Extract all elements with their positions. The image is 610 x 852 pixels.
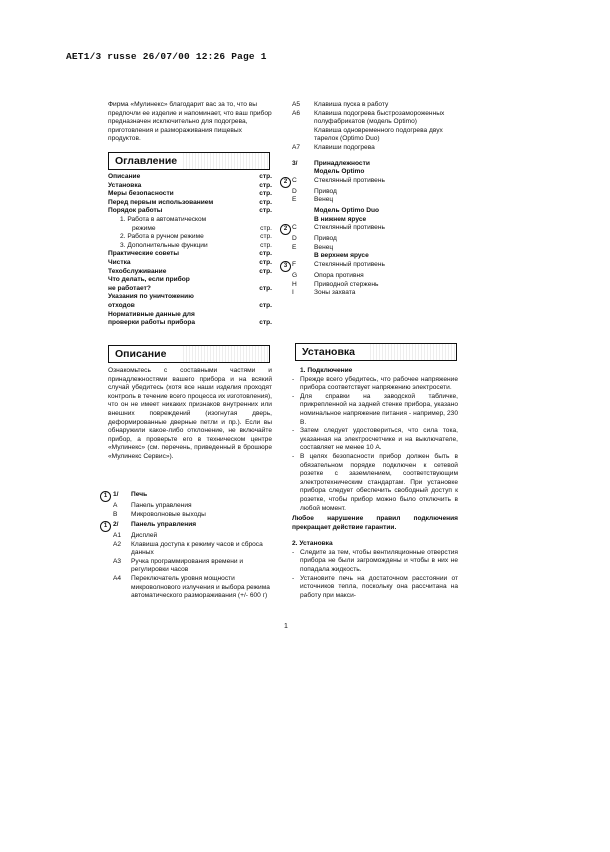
model-optimo-duo-label: Модель Optimo Duo — [314, 206, 380, 214]
toc-page: стр. — [259, 258, 272, 266]
parts-control-panel — [100, 521, 275, 601]
figure-marker-slot — [280, 235, 292, 244]
item-label: Венец — [314, 196, 334, 204]
toc-label: 1. Работа в автоматическом — [120, 215, 207, 223]
list-item — [280, 261, 462, 272]
item-label: Панель управления — [131, 502, 192, 509]
list-item — [280, 196, 462, 205]
toc-label: Перед первым использованием — [108, 198, 214, 206]
install-section — [292, 367, 458, 600]
item-key: A1 — [113, 532, 122, 539]
toc-page: стр. — [259, 207, 272, 215]
item-key: B — [113, 510, 118, 518]
toc-row — [108, 311, 272, 320]
list-item — [280, 224, 462, 235]
install-bullets-2 — [292, 549, 458, 601]
description-heading-box — [108, 345, 270, 363]
part-items — [100, 532, 275, 601]
toc-row — [108, 293, 272, 302]
item-key: D — [292, 187, 297, 195]
list-item — [280, 177, 462, 188]
toc-row — [108, 233, 272, 242]
install-heading-box — [295, 343, 457, 361]
toc-page: стр. — [259, 181, 272, 189]
toc-label: Чистка — [108, 258, 131, 266]
accessories-optimo-list — [283, 176, 462, 205]
bullet-dash: - — [292, 427, 295, 435]
item-key: E — [292, 243, 297, 251]
toc-title: Оглавление — [115, 155, 178, 167]
item-key: A3 — [113, 557, 122, 565]
figure-marker-slot — [280, 281, 292, 290]
item-label: Переключатель уровня мощности микроволнового излучения и выбора режима автоматического размораживания (+/- 600 г) — [131, 574, 270, 600]
item-key: F — [292, 260, 297, 268]
item-label: Стеклянный противень — [314, 176, 385, 184]
list-item — [100, 541, 275, 558]
bullet-dash: - — [292, 375, 295, 383]
list-item — [280, 244, 462, 253]
toc-label: 3. Дополнительные функции — [120, 241, 208, 249]
toc-row — [108, 319, 272, 328]
item-label: Стеклянный противень — [314, 260, 385, 268]
install-subheading-2: 2. Установка — [292, 540, 333, 548]
item-label: Зоны захвата — [314, 289, 356, 297]
figure-marker: 2 — [280, 224, 291, 235]
list-item — [292, 101, 462, 110]
description-title: Описание — [115, 348, 167, 360]
item-label: Стеклянный противень — [314, 224, 385, 232]
bullet-item — [292, 549, 458, 575]
figure-marker: 1 — [100, 521, 111, 532]
toc-label: Что делать, если прибор — [108, 276, 190, 284]
item-label: Клавиша доступа к режиму часов и сброса данных — [131, 540, 263, 557]
toc-row — [108, 225, 272, 234]
item-key: C — [292, 176, 297, 184]
part-items — [100, 502, 275, 519]
bullet-text: Следите за тем, чтобы вентиляционные отверстия прибора не были загромождены и чтобы в них не попадала жидкость. — [300, 548, 458, 574]
figure-marker: 2 — [280, 177, 291, 188]
bullet-text: Затем следует удостовериться, что сила тока, указанная на электросчетчике и на выключателе, составляет не менее 10 А. — [300, 427, 458, 452]
toc-label: режиме — [132, 224, 156, 232]
item-label: Ручка программирования времени и регулировки часов — [131, 557, 244, 574]
item-label: Клавиши подогрева — [314, 143, 375, 151]
toc-label: проверки работы прибора — [108, 319, 196, 327]
toc-row — [108, 285, 272, 294]
toc-label: Порядок работы — [108, 207, 163, 215]
item-key: A2 — [113, 540, 122, 548]
item-label: Клавиша пуска в работу — [314, 101, 389, 108]
bullet-text: В целях безопасности прибор должен быть в обязательном порядке подключен к сетевой розетке с заземлением, соответствующим электротехническим стандартам. При установке прибора следует обеспечить свободный доступ к розетке, чтобы прибор можно было отключить в любой момент. — [300, 452, 458, 512]
figure-marker: 3 — [280, 261, 291, 272]
figure-marker-slot — [280, 196, 292, 205]
heading-shade — [181, 346, 269, 362]
bullet-item — [292, 453, 458, 513]
item-label: Клавиша одновременного подогрева двух тарелок (Optimo Duo) — [314, 126, 443, 143]
toc-row — [108, 173, 272, 182]
toc-row — [108, 190, 272, 199]
install-title: Установка — [302, 346, 355, 358]
upper-tier-label: В верхнем ярусе — [314, 252, 369, 260]
list-item — [100, 575, 275, 601]
item-key: G — [292, 271, 298, 279]
figure-marker-slot — [280, 261, 292, 272]
figure-marker-slot — [280, 244, 292, 253]
bullet-dash: - — [292, 452, 295, 460]
bullet-text: Прежде всего убедитесь, что рабочее напряжение прибора соответствует напряжению электросети. — [300, 375, 458, 392]
parts-oven — [100, 491, 275, 519]
toc-page: стр. — [259, 284, 272, 292]
part-title: Печь — [131, 491, 148, 498]
toc-page: стр. — [259, 198, 272, 206]
item-label: Привод — [314, 187, 337, 195]
figure-marker-slot — [280, 188, 292, 197]
list-item — [100, 511, 275, 520]
accessories-lower-list — [283, 224, 462, 252]
list-item — [100, 532, 275, 541]
list-item — [280, 281, 462, 290]
item-key: D — [292, 235, 297, 243]
list-item — [280, 188, 462, 197]
toc-label: Описание — [108, 173, 141, 180]
bullet-dash: - — [292, 574, 295, 582]
item-key: A — [113, 502, 118, 509]
list-item — [280, 289, 462, 298]
page-header: AET1/3 russe 26/07/00 12:26 Page 1 — [66, 51, 267, 62]
item-label: Приводной стержень — [314, 280, 379, 288]
install-bullets-1 — [292, 376, 458, 514]
accessories-upper-list — [283, 260, 462, 298]
toc-row — [108, 250, 272, 259]
table-of-contents — [108, 173, 272, 328]
toc-label: отходов — [108, 301, 135, 309]
toc-page: стр. — [259, 319, 272, 327]
item-key: C — [292, 224, 297, 232]
list-item — [292, 110, 462, 127]
toc-row — [108, 259, 272, 268]
figure-marker-slot — [280, 177, 292, 188]
toc-row — [108, 242, 272, 251]
figure-marker-slot — [280, 224, 292, 235]
bullet-item — [292, 393, 458, 427]
part-title: Панель управления — [131, 521, 197, 528]
figure-marker-slot — [280, 289, 292, 298]
toc-row — [108, 182, 272, 191]
page-number: 1 — [284, 623, 288, 630]
item-key: A4 — [113, 574, 122, 582]
figure-marker: 1 — [100, 491, 111, 502]
item-label: Привод — [314, 235, 337, 243]
description-text: Ознакомьтесь с составными частями и принадлежностями вашего прибора и на всякий случай убедитесь (хотя все наши изделия проходят контроль в течение всего процесса их изготовления), что он не имеет никаких признаков внутренних или внешних повреждений (изогнутая дверь, деформированные дверные петли и пр.). Если вы обнаружили какое-либо отклонение, не включайте прибор, а проверьте его в техническом центре «Мулинекс» (см. перечень, приведенный в брошюре «Мулинекс Сервис»). — [108, 367, 272, 460]
list-item — [100, 502, 275, 511]
toc-page: стр. — [259, 250, 272, 258]
item-key: E — [292, 196, 297, 204]
toc-row — [108, 302, 272, 311]
model-optimo-label: Модель Optimo — [314, 168, 365, 176]
bullet-dash: - — [292, 392, 295, 400]
toc-page: стр. — [260, 224, 272, 232]
item-key: I — [292, 289, 294, 297]
toc-label: не работает? — [108, 284, 151, 292]
toc-row — [108, 268, 272, 277]
figure-marker-slot — [280, 272, 292, 281]
item-label: Венец — [314, 243, 334, 251]
right-column — [283, 101, 462, 298]
item-label: Клавиша подогрева быстрозамороженных полуфабрикатов (модель Optimo) — [314, 109, 445, 126]
item-key — [292, 127, 314, 144]
list-item — [292, 127, 462, 144]
item-key: A7 — [292, 143, 301, 151]
toc-label: Меры безопасности — [108, 190, 174, 198]
bullet-dash: - — [292, 548, 295, 556]
bullet-item — [292, 376, 458, 393]
bullet-item — [292, 575, 458, 601]
toc-row — [108, 216, 272, 225]
item-label: Дисплей — [131, 532, 158, 539]
toc-label: Практические советы — [108, 250, 180, 258]
heading-shade — [181, 153, 269, 169]
intro-paragraph: Фирма «Мулинекс» благодарит вас за то, что вы предпочли ее изделие и напоминает, что ваш прибор предназначен исключительно для подогрева, приготовления и размораживания пищевых продуктов. — [108, 101, 272, 143]
toc-label: Техобслуживание — [108, 267, 167, 275]
toc-label: Установка — [108, 181, 142, 189]
list-item — [280, 272, 462, 281]
toc-label: Указания по уничтожению — [108, 293, 194, 301]
list-item — [280, 235, 462, 244]
accessories-number: 3/ — [292, 159, 298, 167]
install-warning: Любое нарушение правил подключения прекращает действие гарантии. — [292, 515, 458, 531]
bullet-text: Для справки на заводской табличке, прикрепленной на задней стенке прибора, указано номинальное напряжение питания - например, 230 В. — [300, 392, 458, 426]
toc-row — [108, 276, 272, 285]
item-key: A5 — [292, 101, 301, 108]
list-item — [292, 144, 462, 153]
item-label: Опора противня — [314, 271, 364, 279]
toc-label: Нормативные данные для — [108, 310, 195, 318]
control-keys-list — [292, 101, 462, 153]
item-key: H — [292, 280, 297, 288]
toc-page: стр. — [259, 173, 272, 180]
bullet-item — [292, 427, 458, 453]
part-number: 1/ — [113, 491, 119, 498]
toc-row — [108, 207, 272, 216]
toc-page: стр. — [259, 301, 272, 309]
heading-shade — [368, 344, 456, 360]
list-item — [100, 558, 275, 575]
part-number: 2/ — [113, 521, 119, 528]
install-subheading-1: 1. Подключение — [300, 367, 353, 374]
toc-heading-box — [108, 152, 270, 170]
item-label: Микроволновые выходы — [131, 510, 206, 518]
toc-page: стр. — [259, 190, 272, 198]
toc-page: стр. — [259, 267, 272, 275]
lower-tier-label: В нижнем ярусе — [314, 215, 367, 223]
item-key: A6 — [292, 109, 301, 117]
toc-label: 2. Работа в ручном режиме — [120, 233, 204, 241]
accessories-title: Принадлежности — [314, 159, 370, 167]
toc-page: стр. — [260, 241, 272, 249]
toc-page: стр. — [260, 233, 272, 241]
bullet-text: Установите печь на достаточном расстоянии от источников тепла, поскольку она рассчитана на работу при макси- — [300, 574, 458, 599]
